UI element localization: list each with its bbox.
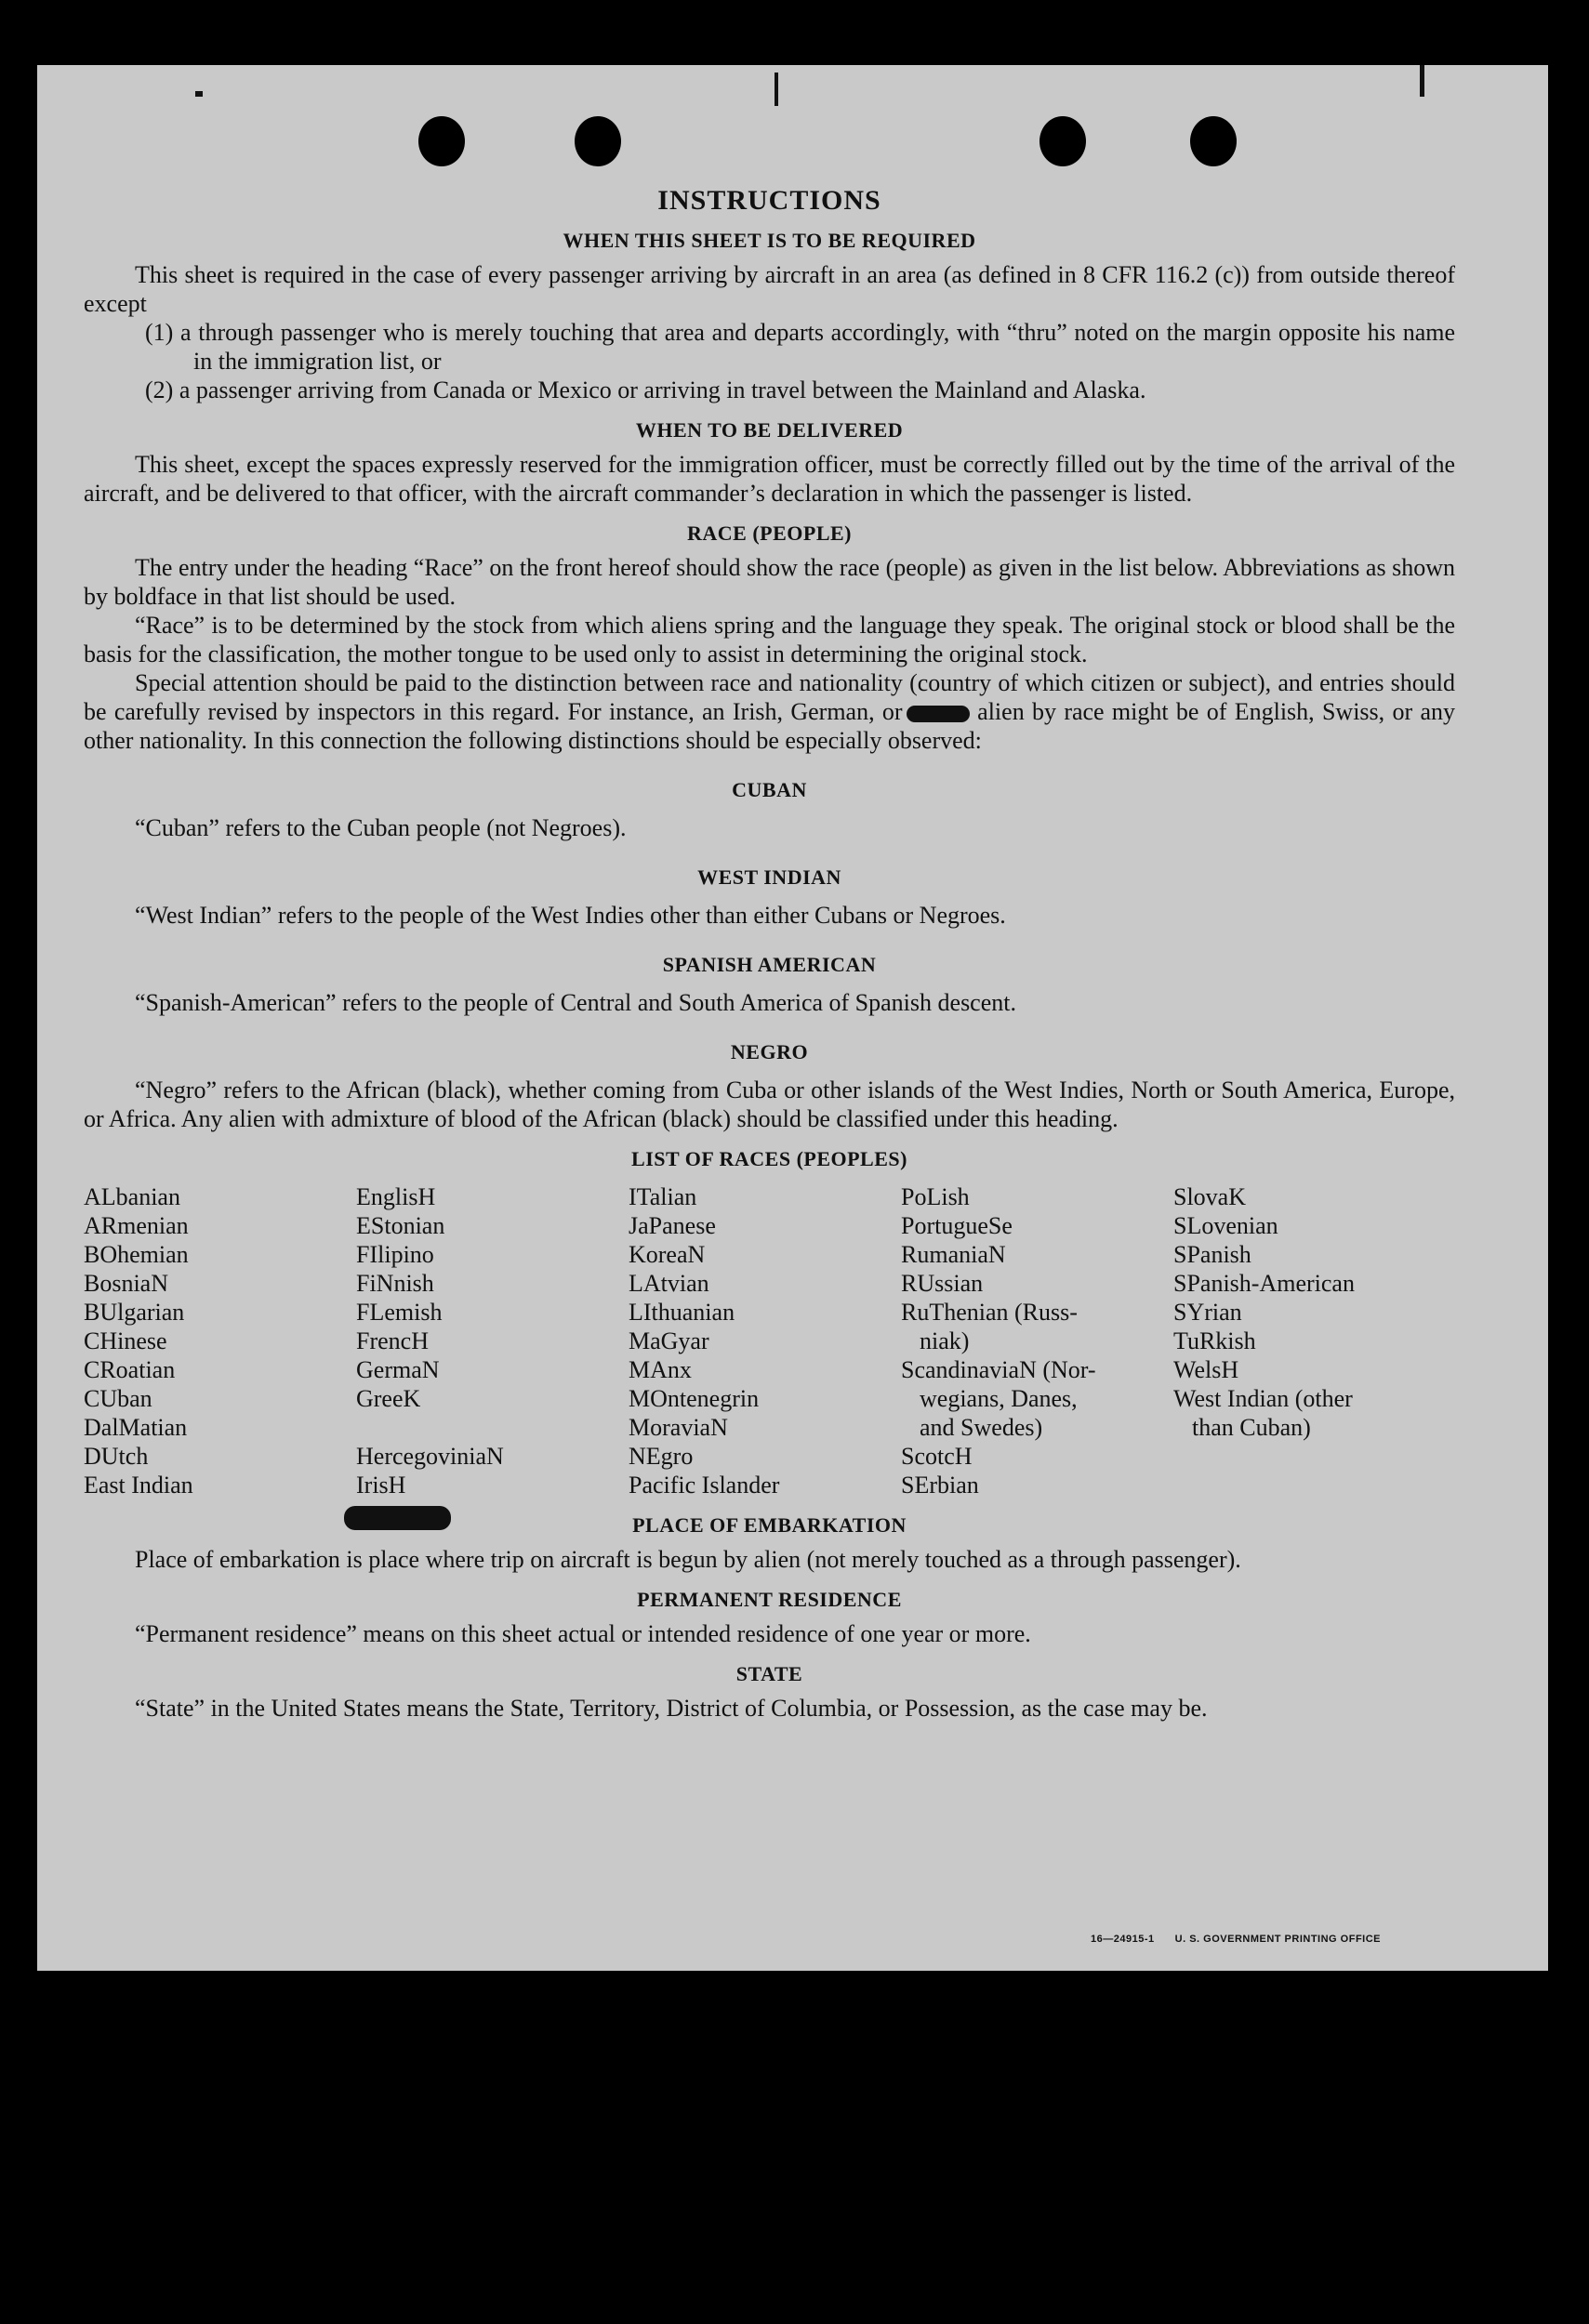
form-number	[1091, 1934, 1381, 1945]
race-list-item: JaPanese	[629, 1212, 716, 1239]
race-list-item: TuRkish	[1173, 1327, 1256, 1354]
section-heading: CUBAN	[732, 778, 807, 801]
race-list-item: SPanish	[1173, 1241, 1251, 1268]
race-list-item: ScandinaviaN (Nor-	[901, 1356, 1096, 1383]
race-list-item: MAnx	[629, 1356, 692, 1383]
paragraph: “West Indian” refers to the people of the West Indies other than either Cubans or Negroes.	[135, 902, 1006, 929]
race-list-item: LAtvian	[629, 1270, 709, 1297]
race-list-item: DalMatian	[84, 1414, 188, 1441]
race-list-item: LIthuanian	[629, 1299, 735, 1326]
punch-hole	[1190, 116, 1237, 166]
race-list-item: ScotcH	[901, 1443, 973, 1470]
paper-mark	[1420, 65, 1424, 97]
paragraph: This sheet, except the spaces expressly reserved for the immigration officer, must be correctly filled out by the time of the arrival of the aircraft, and be delivered to that officer, with the aircraft commander’s declaration in which the passenger is listed.	[84, 451, 1455, 507]
race-list-item: ALbanian	[84, 1183, 180, 1210]
paragraph: “Race” is to be determined by the stock from which aliens spring and the language they speak. The original stock or blood shall be the basis for the classification, the mother tongue to be used only to assist in determining the original stock.	[84, 612, 1455, 667]
paragraph: This sheet is required in the case of every passenger arriving by aircraft in an area (as defined in 8 CFR 116.2 (c)) from outside thereof except	[84, 261, 1455, 317]
list-item: (2) a passenger arriving from Canada or Mexico or arriving in travel between the Mainland and Alaska.	[145, 376, 1146, 403]
race-list-item: BosniaN	[84, 1270, 168, 1297]
race-list-item: CUban	[84, 1385, 152, 1412]
race-list-item: SLovenian	[1173, 1212, 1278, 1239]
section-heading: WHEN THIS SHEET IS TO BE REQUIRED	[563, 229, 976, 252]
race-list-item: GermaN	[356, 1356, 440, 1383]
race-list-item: NEgro	[629, 1443, 694, 1470]
race-list	[84, 1182, 1455, 1499]
race-list-item: HercegoviniaN	[356, 1443, 504, 1470]
race-list-item: MoraviaN	[629, 1414, 728, 1441]
race-list-item: SPanish-American	[1173, 1270, 1355, 1297]
race-list-item: FrencH	[356, 1327, 429, 1354]
paper-mark	[195, 91, 203, 97]
race-list-item: Pacific Islander	[629, 1472, 780, 1499]
race-list-item: FIlipino	[356, 1241, 434, 1268]
race-list-item: RUssian	[901, 1270, 984, 1297]
paragraph	[84, 668, 1455, 755]
race-list-item: than Cuban)	[1192, 1414, 1311, 1441]
race-list-item: West Indian (other	[1173, 1385, 1353, 1412]
race-list-item: niak)	[920, 1327, 970, 1354]
section-heading: STATE	[735, 1662, 803, 1685]
paragraph: “Cuban” refers to the Cuban people (not Negroes).	[135, 814, 627, 841]
section-heading: PLACE OF EMBARKATION	[632, 1513, 907, 1537]
race-list-item: BOhemian	[84, 1241, 189, 1268]
paragraph: “Negro” refers to the African (black), whether coming from Cuba or other islands of the West Indies, North or South America, Europe, or Africa. Any alien with admixture of blood of the African (black) should be classified under this heading.	[84, 1076, 1455, 1132]
race-list-item: KoreaN	[629, 1241, 706, 1268]
section-heading: NEGRO	[730, 1040, 809, 1063]
section-heading: SPANISH AMERICAN	[662, 953, 877, 976]
race-list-item: EStonian	[356, 1212, 445, 1239]
race-list-item: FiNnish	[356, 1270, 434, 1297]
paragraph: Place of embarkation is place where trip on aircraft is begun by alien (not merely touched as a through passenger).	[135, 1546, 1241, 1573]
document-sheet	[37, 65, 1548, 1971]
race-list-item: SlovaK	[1173, 1183, 1246, 1210]
race-list-item: RuThenian (Russ-	[901, 1299, 1078, 1326]
race-list-item: and Swedes)	[920, 1414, 1043, 1441]
form-code: 16—24915-1	[1091, 1934, 1155, 1945]
race-list-item: SYrian	[1173, 1299, 1242, 1326]
section-heading: WEST INDIAN	[697, 865, 841, 889]
paper-mark	[775, 73, 778, 106]
paragraph-part: Special attention should be paid to the distinction between race and nationality (country of which citizen or subject), and entries should be carefully revised by inspectors in this regard. For instance, an Irish, German, or	[84, 669, 1455, 725]
section-heading: WHEN TO BE DELIVERED	[635, 418, 904, 442]
race-list-item: PortugueSe	[901, 1212, 1013, 1239]
redaction-mark	[907, 706, 970, 722]
instructions-content	[84, 186, 1455, 1723]
race-list-item: wegians, Danes,	[920, 1385, 1078, 1412]
race-list-item: IrisH	[356, 1472, 406, 1499]
race-list-item: CRoatian	[84, 1356, 176, 1383]
section-heading: RACE (PEOPLE)	[687, 522, 852, 545]
punch-hole	[575, 116, 621, 166]
race-list-item: East Indian	[84, 1472, 193, 1499]
race-list-item: DUtch	[84, 1443, 149, 1470]
race-list-item: BUlgarian	[84, 1299, 185, 1326]
section-heading: PERMANENT RESIDENCE	[637, 1588, 902, 1611]
race-list-item: PoLish	[901, 1183, 970, 1210]
race-list-item: FLemish	[356, 1299, 443, 1326]
race-list-item: ARmenian	[84, 1212, 189, 1239]
race-list-item	[356, 1413, 629, 1442]
punch-hole	[1039, 116, 1086, 166]
section-heading: LIST OF RACES (PEOPLES)	[631, 1147, 907, 1170]
list-item: (1) a through passenger who is merely touching that area and departs accordingly, with “thru” noted on the margin opposite his name in the immigration list, or	[145, 319, 1455, 375]
race-list-item: CHinese	[84, 1327, 167, 1354]
race-list-item: ITalian	[629, 1183, 697, 1210]
paragraph: “Spanish-American” refers to the people of Central and South America of Spanish descent.	[135, 989, 1016, 1016]
race-list-item: GreeK	[356, 1385, 421, 1412]
race-list-item: MOntenegrin	[629, 1385, 760, 1412]
paragraph-part: alien by race might be of English, Swiss, or any other nationality. In this connection the following distinctions should be especially observed:	[84, 698, 1455, 754]
race-list-item: MaGyar	[629, 1327, 709, 1354]
page-title: INSTRUCTIONS	[657, 185, 881, 216]
race-list-item	[1173, 1471, 1455, 1499]
race-list-item: WelsH	[1173, 1356, 1239, 1383]
race-list-item: RumaniaN	[901, 1241, 1006, 1268]
paragraph: The entry under the heading “Race” on the front hereof should show the race (people) as given in the list below. Abbreviations as shown by boldface in that list should be used.	[84, 554, 1455, 610]
paragraph: “State” in the United States means the State, Territory, District of Columbia, or Possession, as the case may be.	[135, 1695, 1208, 1722]
race-list-item	[1173, 1442, 1455, 1471]
punch-hole	[418, 116, 465, 166]
race-list-item: SErbian	[901, 1472, 979, 1499]
paragraph: “Permanent residence” means on this sheet actual or intended residence of one year or more.	[135, 1620, 1031, 1647]
race-list-item: EnglisH	[356, 1183, 436, 1210]
printer-name: U. S. GOVERNMENT PRINTING OFFICE	[1174, 1934, 1381, 1945]
